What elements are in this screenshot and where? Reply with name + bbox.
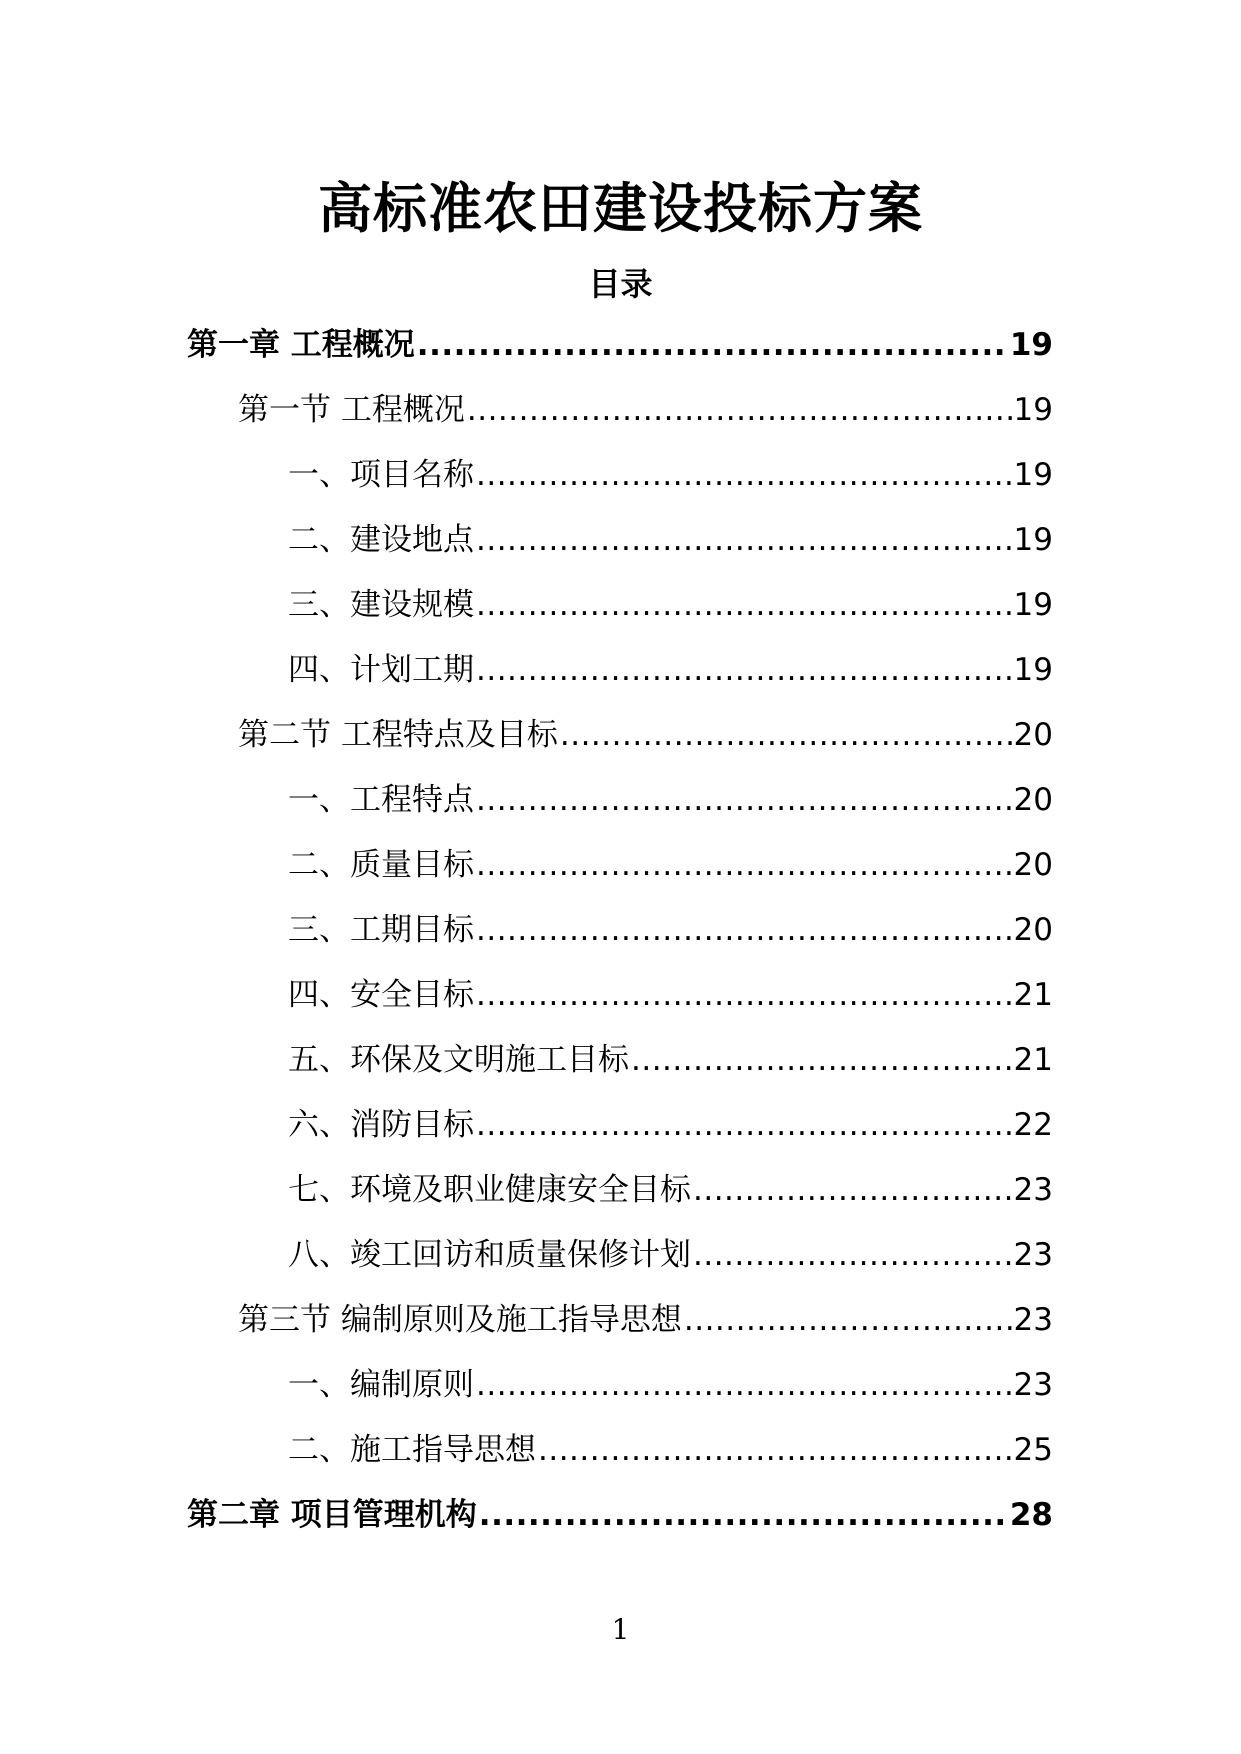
toc-entry-page: 21	[1013, 1042, 1053, 1078]
table-of-contents	[0, 325, 1241, 1560]
page-number: 1	[611, 1613, 630, 1646]
toc-entry-page: 23	[1013, 1367, 1053, 1403]
toc-entry-page: 25	[1013, 1432, 1053, 1468]
toc-entry-page: 21	[1013, 977, 1053, 1013]
toc-entry-level-3[interactable]	[0, 585, 1241, 650]
toc-entry-page: 19	[1013, 457, 1053, 493]
toc-dot-leader	[476, 975, 1012, 1015]
toc-dot-leader	[417, 325, 1008, 365]
toc-entry-label: 一、项目名称	[288, 457, 474, 493]
toc-entry-level-1[interactable]	[0, 1495, 1241, 1560]
toc-entry-page: 19	[1013, 522, 1053, 558]
toc-entry-level-3[interactable]	[0, 1105, 1241, 1170]
toc-dot-leader	[476, 1365, 1012, 1405]
toc-dot-leader	[476, 910, 1012, 950]
toc-dot-leader	[476, 780, 1012, 820]
toc-entry-page: 20	[1013, 847, 1053, 883]
toc-dot-leader	[479, 1495, 1008, 1535]
toc-entry-page: 23	[1013, 1302, 1053, 1338]
toc-entry-label: 第二章 项目管理机构	[187, 1497, 477, 1533]
toc-entry-page: 19	[1013, 652, 1053, 688]
document-title: 高标准农田建设投标方案	[318, 177, 923, 240]
toc-dot-leader	[476, 650, 1012, 690]
toc-dot-leader	[467, 390, 1012, 430]
toc-entry-label: 二、施工指导思想	[288, 1432, 536, 1468]
toc-dot-leader	[560, 715, 1012, 755]
toc-entry-label: 一、工程特点	[288, 782, 474, 818]
toc-entry-label: 三、建设规模	[288, 587, 474, 623]
toc-entry-label: 第一节 工程概况	[238, 392, 465, 428]
toc-entry-label: 七、环境及职业健康安全目标	[288, 1172, 691, 1208]
toc-entry-page: 19	[1013, 392, 1053, 428]
toc-entry-label: 第三节 编制原则及施工指导思想	[238, 1302, 682, 1338]
toc-dot-leader	[476, 520, 1012, 560]
toc-entry-label: 四、计划工期	[288, 652, 474, 688]
toc-entry-label: 四、安全目标	[288, 977, 474, 1013]
toc-entry-level-3[interactable]	[0, 910, 1241, 975]
toc-dot-leader	[476, 455, 1012, 495]
toc-entry-label: 六、消防目标	[288, 1107, 474, 1143]
toc-dot-leader	[538, 1430, 1012, 1470]
toc-entry-page: 20	[1013, 912, 1053, 948]
toc-dot-leader	[631, 1040, 1012, 1080]
toc-entry-level-3[interactable]	[0, 1430, 1241, 1495]
toc-entry-level-2[interactable]	[0, 715, 1241, 780]
toc-dot-leader	[476, 845, 1012, 885]
toc-entry-level-2[interactable]	[0, 390, 1241, 455]
toc-entry-level-1[interactable]	[0, 325, 1241, 390]
toc-entry-page: 20	[1013, 782, 1053, 818]
toc-entry-level-3[interactable]	[0, 1040, 1241, 1105]
toc-entry-level-3[interactable]	[0, 455, 1241, 520]
toc-entry-level-3[interactable]	[0, 975, 1241, 1040]
toc-heading: 目录	[588, 265, 653, 303]
toc-entry-label: 第一章 工程概况	[187, 327, 415, 363]
toc-entry-label: 五、环保及文明施工目标	[288, 1042, 629, 1078]
toc-entry-page: 23	[1013, 1172, 1053, 1208]
toc-entry-page: 19	[1013, 587, 1053, 623]
toc-entry-level-3[interactable]	[0, 1365, 1241, 1430]
toc-entry-level-3[interactable]	[0, 1235, 1241, 1300]
toc-entry-page: 22	[1013, 1107, 1053, 1143]
toc-entry-level-3[interactable]	[0, 650, 1241, 715]
toc-dot-leader	[684, 1300, 1012, 1340]
toc-entry-label: 三、工期目标	[288, 912, 474, 948]
toc-entry-level-3[interactable]	[0, 1170, 1241, 1235]
toc-entry-page: 23	[1013, 1237, 1053, 1273]
toc-entry-level-3[interactable]	[0, 520, 1241, 585]
toc-entry-page: 28	[1009, 1497, 1053, 1533]
toc-dot-leader	[476, 1105, 1012, 1145]
toc-entry-level-2[interactable]	[0, 1300, 1241, 1365]
toc-dot-leader	[476, 585, 1012, 625]
toc-dot-leader	[693, 1170, 1012, 1210]
toc-entry-label: 八、竣工回访和质量保修计划	[288, 1237, 691, 1273]
toc-entry-level-3[interactable]	[0, 780, 1241, 845]
toc-entry-label: 二、质量目标	[288, 847, 474, 883]
toc-entry-page: 20	[1013, 717, 1053, 753]
toc-entry-page: 19	[1009, 327, 1053, 363]
toc-entry-label: 第二节 工程特点及目标	[238, 717, 558, 753]
toc-entry-label: 一、编制原则	[288, 1367, 474, 1403]
toc-entry-level-3[interactable]	[0, 845, 1241, 910]
toc-dot-leader	[693, 1235, 1012, 1275]
toc-entry-label: 二、建设地点	[288, 522, 474, 558]
